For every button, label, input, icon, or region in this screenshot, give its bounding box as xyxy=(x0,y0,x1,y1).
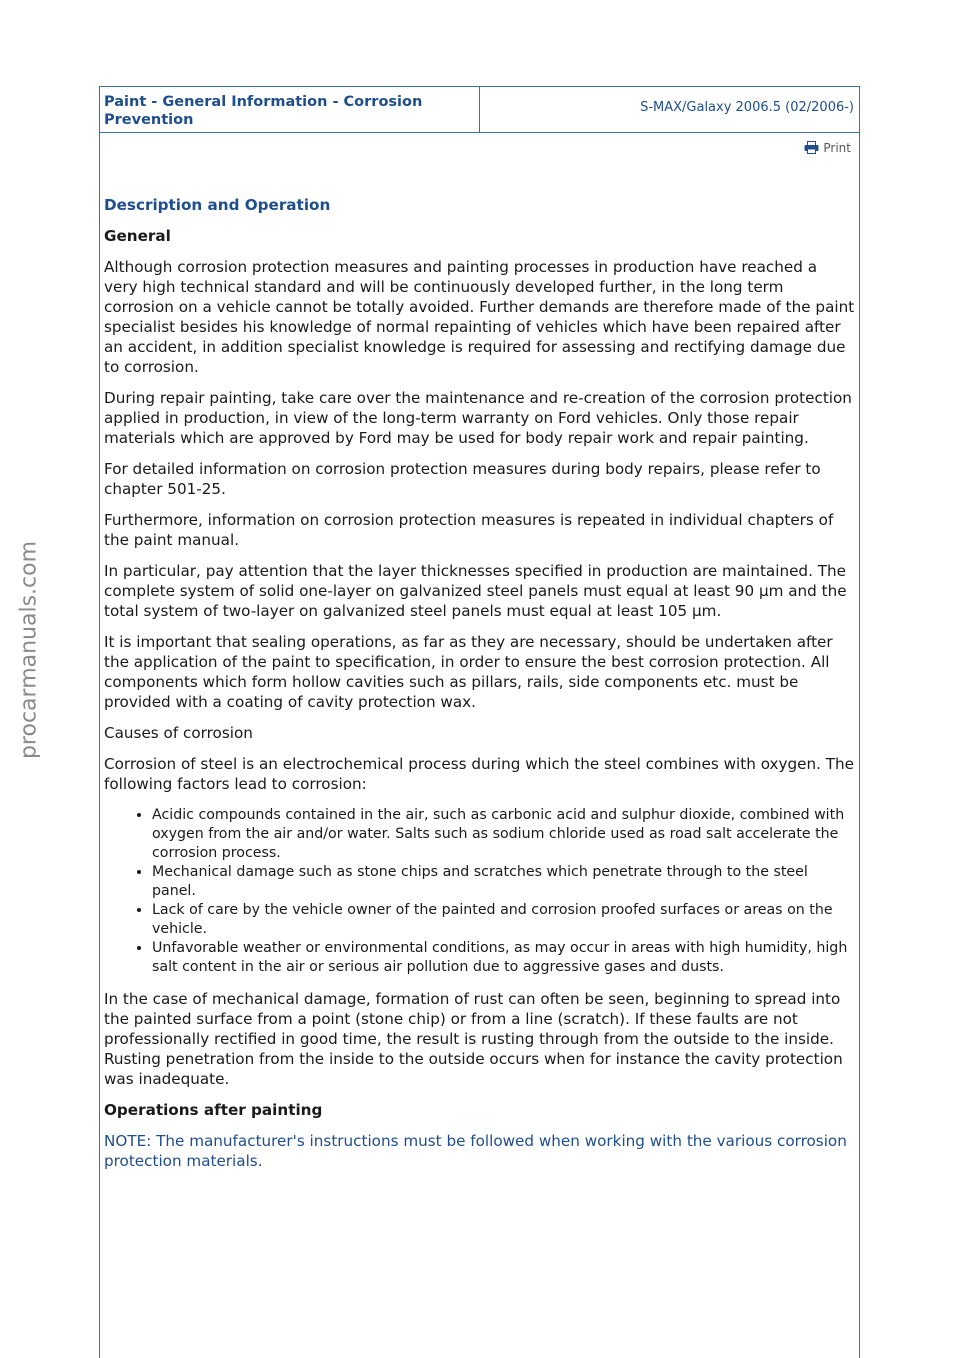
note-text: NOTE: The manufacturer's instructions must be followed when working with the various corrosion protection materials. xyxy=(104,1132,847,1170)
print-label: Print xyxy=(823,140,851,155)
page-title: Paint - General Information - Corrosion Prevention xyxy=(100,87,480,132)
paragraph: Corrosion of steel is an electrochemical process during which the steel combines with oxygen. The following factors lead to corrosion: xyxy=(104,755,855,793)
document-header xyxy=(100,86,859,133)
paragraph: Furthermore, information on corrosion protection measures is repeated in individual chapters of the paint manual. xyxy=(104,511,834,549)
watermark-text: procarmanuals.com xyxy=(16,540,42,760)
paragraph: Although corrosion protection measures and painting processes in production have reached a very high technical standard and will be continuously developed further, in the long term corrosion on a vehicle cannot be totally avoided. Further demands are therefore made of the paint specialist besides his knowledge of normal repainting of vehicles which have been repaired after an accident, in addition specialist knowledge is required for assessing and rectifying damage due to corrosion. xyxy=(104,258,855,376)
paragraph: In the case of mechanical damage, formation of rust can often be seen, beginning to spread into the painted surface from a point (stone chip) or from a line (scratch). If these faults are not professionally rectified in good time, the result is rusting through from the outside to the inside. Rusting penetration from the inside to the outside occurs when for instance the cavity protection was inadequate. xyxy=(104,990,843,1088)
model-label: S-MAX/Galaxy 2006.5 (02/2006-) xyxy=(640,100,854,115)
paragraph: For detailed information on corrosion protection measures during body repairs, please refer to chapter 501-25. xyxy=(104,460,821,498)
paragraph: It is important that sealing operations, as far as they are necessary, should be undertaken after the application of the paint to specification, in order to ensure the best corrosion protection. All components which form hollow cavities such as pillars, rails, side components etc. must be provided with a coating of cavity protection wax. xyxy=(104,633,833,711)
print-row xyxy=(100,133,859,169)
operations-heading: Operations after painting xyxy=(104,1101,323,1119)
document-page xyxy=(99,86,860,1358)
printer-icon xyxy=(804,141,819,154)
general-heading: General xyxy=(104,227,171,245)
list-item: • Mechanical damage such as stone chips and scratches which penetrate through to the steel panel. xyxy=(152,863,855,901)
list-item: • Acidic compounds contained in the air, such as carbonic acid and sulphur dioxide, combined with oxygen from the air and/or water. Salts such as sodium chloride used as road salt accelerate the corrosion process. xyxy=(152,806,855,863)
paragraph: In particular, pay attention that the layer thicknesses specified in production are maintained. The complete system of solid one-layer on galvanized steel panels must equal at least 90 µm and the total system of two-layer on galvanized steel panels must equal at least 105 µm. xyxy=(104,562,847,620)
causes-list xyxy=(104,806,855,977)
list-item: • Lack of care by the vehicle owner of the painted and corrosion proofed surfaces or areas on the vehicle. xyxy=(152,901,855,939)
print-button[interactable] xyxy=(804,141,851,155)
subheading-causes: Causes of corrosion xyxy=(104,724,253,742)
side-watermark xyxy=(14,0,44,1358)
section-heading: Description and Operation xyxy=(104,196,331,214)
list-item: • Unfavorable weather or environmental conditions, as may occur in areas with high humidity, high salt content in the air or serious air pollution due to aggressive gases and dusts. xyxy=(152,939,855,977)
paragraph: During repair painting, take care over the maintenance and re-creation of the corrosion protection applied in production, in view of the long-term warranty on Ford vehicles. Only those repair materials which are approved by Ford may be used for body repair work and repair painting. xyxy=(104,389,852,447)
content-body xyxy=(100,195,859,1171)
